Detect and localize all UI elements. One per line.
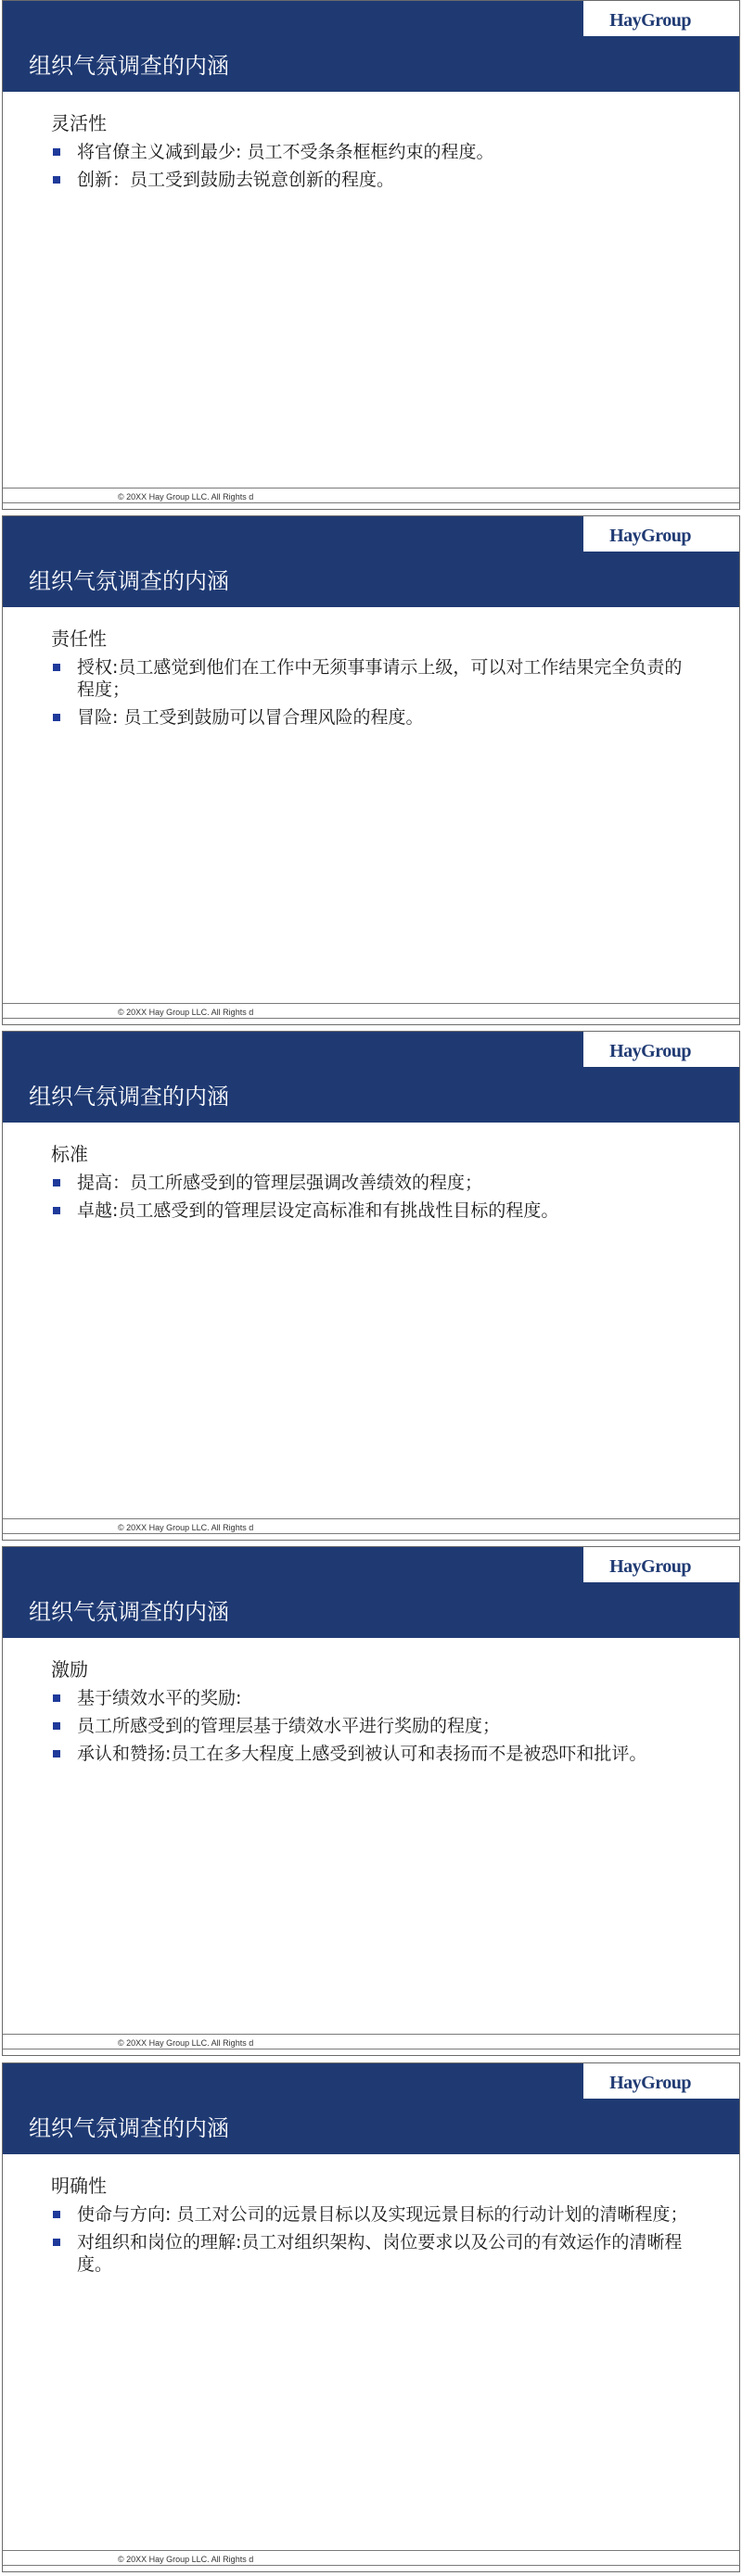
slide-content bbox=[51, 624, 691, 734]
square-bullet-icon bbox=[53, 2211, 60, 2218]
footer-divider-bottom bbox=[3, 2565, 739, 2566]
slide-title: 组织气氛调查的内涵 bbox=[29, 1084, 229, 1110]
bullet-text: 冒险: 员工受到鼓励可以冒合理风险的程度。 bbox=[77, 707, 424, 728]
section-heading: 责任性 bbox=[51, 628, 107, 650]
bullet-list bbox=[51, 1172, 691, 1222]
square-bullet-icon bbox=[53, 1722, 60, 1730]
bullet-item bbox=[51, 169, 691, 191]
slide-content bbox=[51, 1139, 691, 1227]
logo-box bbox=[583, 1, 739, 37]
footer-divider-bottom bbox=[3, 1533, 739, 1534]
square-bullet-icon bbox=[53, 176, 60, 184]
bullet-item bbox=[51, 2231, 691, 2276]
haygroup-logo: HayGroup bbox=[609, 1556, 691, 1577]
slide-title: 组织气氛调查的内涵 bbox=[29, 53, 229, 79]
copyright-notice: © 20XX Hay Group LLC. All Rights d bbox=[118, 2555, 254, 2564]
slide-3 bbox=[2, 1031, 740, 1541]
footer-divider-top bbox=[3, 1518, 739, 1519]
footer-divider-bottom bbox=[3, 502, 739, 503]
logo-box bbox=[583, 1547, 739, 1583]
title-band bbox=[3, 2099, 739, 2154]
slide-content bbox=[51, 1655, 691, 1770]
title-band bbox=[3, 552, 739, 607]
bullet-item bbox=[51, 656, 691, 701]
haygroup-logo: HayGroup bbox=[609, 526, 691, 546]
bullet-text: 授权:员工感觉到他们在工作中无须事事请示上级，可以对工作结果完全负责的程度； bbox=[77, 657, 683, 700]
square-bullet-icon bbox=[53, 1179, 60, 1186]
bullet-item bbox=[51, 2203, 691, 2226]
section-heading: 明确性 bbox=[51, 2175, 107, 2197]
bullet-list bbox=[51, 656, 691, 729]
logo-box bbox=[583, 1032, 739, 1068]
copyright-notice: © 20XX Hay Group LLC. All Rights d bbox=[118, 492, 254, 501]
square-bullet-icon bbox=[53, 1694, 60, 1702]
slide-title: 组织气氛调查的内涵 bbox=[29, 1599, 229, 1625]
bullet-item bbox=[51, 141, 691, 163]
bullet-item bbox=[51, 1715, 691, 1737]
bullet-text: 提高：员工所感受到的管理层强调改善绩效的程度； bbox=[77, 1173, 483, 1193]
logo-box bbox=[583, 516, 739, 552]
footer-divider-top bbox=[3, 2550, 739, 2551]
section-heading: 灵活性 bbox=[51, 112, 107, 134]
slide-1 bbox=[2, 0, 740, 510]
section-heading: 标准 bbox=[51, 1143, 88, 1165]
title-band bbox=[3, 36, 739, 92]
footer-divider-top bbox=[3, 2034, 739, 2035]
bullet-text: 使命与方向: 员工对公司的远景目标以及实现远景目标的行动计划的清晰程度； bbox=[77, 2204, 688, 2225]
bullet-text: 员工所感受到的管理层基于绩效水平进行奖励的程度； bbox=[77, 1716, 501, 1736]
slide-content bbox=[51, 2171, 691, 2281]
bullet-item bbox=[51, 706, 691, 729]
bullet-list bbox=[51, 2203, 691, 2276]
square-bullet-icon bbox=[53, 1207, 60, 1214]
bullet-item bbox=[51, 1743, 691, 1765]
bullet-list bbox=[51, 1687, 691, 1765]
footer-divider-bottom bbox=[3, 1018, 739, 1019]
bullet-item bbox=[51, 1172, 691, 1194]
bullet-item bbox=[51, 1199, 691, 1222]
haygroup-logo: HayGroup bbox=[609, 10, 691, 31]
slide-content bbox=[51, 108, 691, 197]
footer-divider-top bbox=[3, 1003, 739, 1004]
bullet-text: 创新：员工受到鼓励去锐意创新的程度。 bbox=[77, 170, 395, 190]
slide-2 bbox=[2, 515, 740, 1025]
haygroup-logo: HayGroup bbox=[609, 2073, 691, 2093]
slide-title: 组织气氛调查的内涵 bbox=[29, 2115, 229, 2141]
logo-box bbox=[583, 2063, 739, 2100]
footer-divider-top bbox=[3, 488, 739, 489]
bullet-list bbox=[51, 141, 691, 191]
slide-title: 组织气氛调查的内涵 bbox=[29, 568, 229, 594]
section-heading: 激励 bbox=[51, 1658, 88, 1681]
title-band bbox=[3, 1582, 739, 1638]
bullet-text: 卓越:员工感受到的管理层设定高标准和有挑战性目标的程度。 bbox=[77, 1200, 559, 1221]
slide-4 bbox=[2, 1546, 740, 2056]
copyright-notice: © 20XX Hay Group LLC. All Rights d bbox=[118, 1523, 254, 1532]
copyright-notice: © 20XX Hay Group LLC. All Rights d bbox=[118, 2038, 254, 2048]
square-bullet-icon bbox=[53, 714, 60, 721]
square-bullet-icon bbox=[53, 1750, 60, 1758]
title-band bbox=[3, 1067, 739, 1123]
bullet-text: 将官僚主义减到最少: 员工不受条条框框约束的程度。 bbox=[77, 142, 494, 162]
bullet-item bbox=[51, 1687, 691, 1709]
square-bullet-icon bbox=[53, 2239, 60, 2246]
square-bullet-icon bbox=[53, 664, 60, 671]
haygroup-logo: HayGroup bbox=[609, 1041, 691, 1061]
slide-5 bbox=[2, 2062, 740, 2572]
bullet-text: 承认和赞扬:员工在多大程度上感受到被认可和表扬而不是被恐吓和批评。 bbox=[77, 1744, 647, 1764]
copyright-notice: © 20XX Hay Group LLC. All Rights d bbox=[118, 1008, 254, 1017]
square-bullet-icon bbox=[53, 148, 60, 156]
bullet-text: 对组织和岗位的理解:员工对组织架构、岗位要求以及公司的有效运作的清晰程度。 bbox=[77, 2232, 683, 2275]
bullet-text: 基于绩效水平的奖励: bbox=[77, 1688, 242, 1708]
